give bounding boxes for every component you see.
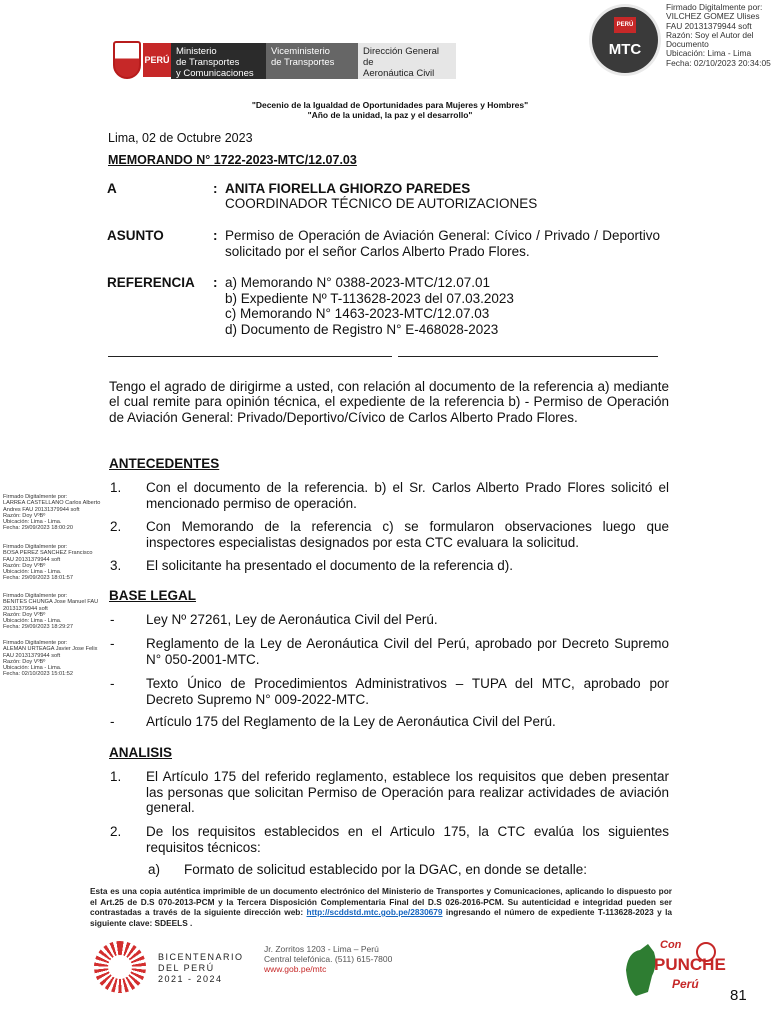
reference-item: d) Documento de Registro N° E-468028-2023 [225,321,499,337]
digital-signature-block: Firmado Digitalmente por: VILCHEZ GOMEZ Ulises FAU 20131379944 soft Razón: Soy el Autor del Documento Ubicación: Lima - Lima Fecha: 02/10/2023 20:34:05 [666,2,771,68]
peru-coat-of-arms-icon [113,41,141,79]
side-signature-block: Firmado Digitalmente por: BOSA PEREZ SANCHEZ Francisco FAU 20131379944 soft Razón: Doy VºBº Ubicación: Lima - Lima. Fecha: 29/09/2023 18:01:57 [3,544,93,582]
footer-web-link[interactable]: www.gob.pe/mtc [264,964,327,974]
side-signature-block: Firmado Digitalmente por: BENITES CHUNGA Jose Manuel FAU 20131379944 soft Razón: Doy VºBº Ubicación: Lima - Lima. Fecha: 29/09/2023 18:29:27 [3,593,99,631]
base-legal-heading: BASE LEGAL [109,588,197,603]
base-legal-item: Texto Único de Procedimientos Administrativos – TUPA del MTC, aprobado por Decreto Supremo N° 009-2022-MTC. [146,676,669,707]
list-marker: 1. [110,769,122,784]
memo-title: MEMORANDO N° 1722-2023-MTC/12.07.03 [108,153,357,167]
recipient-name: ANITA FIORELLA GHIORZO PAREDES [225,181,471,196]
antecedente-item: Con el documento de la referencia. b) el Sr. Carlos Alberto Prado Flores solicitó el mencionado permiso de operación. [146,480,669,511]
footer-address: Jr. Zorritos 1203 - Lima – Perú Central telefónica. (511) 615-7800 www.gob.pe/mtc [264,944,393,974]
memo-date: Lima, 02 de Octubre 2023 [108,131,253,145]
antecedente-item: Con Memorando de la referencia c) se formularon observaciones luego que inspectores especialistas designados por esta CTC evaluara la solicitud. [146,519,669,550]
authenticity-note: Esta es una copia auténtica imprimible de un documento electrónico del Ministerio de Transportes y Comunicaciones, aplicando lo dispuesto por el Art.25 de D.S 070-2013-PCM y la Tercera Disposición Complementaria Final del D.S 026-2016-PCM. Su autenticidad e integridad pueden ser contrastadas a través de la siguiente dirección web: http://scddstd.mtc.gob.pe/2830679 ingresando el número de expediente T-113628-2023 y la siguiente clave: SDEELS . [90,886,672,928]
base-legal-item: Ley Nº 27261, Ley de Aeronáutica Civil del Perú. [146,612,438,627]
analisis-item: De los requisitos establecidos en el Articulo 175, la CTC evalúa los siguientes requisitos técnicos: [146,824,669,855]
analisis-heading: ANALISIS [109,745,173,760]
decenio-heading: "Decenio de la Igualdad de Oportunidades para Mujeres y Hombres" "Año de la unidad, la paz y el desarrollo" [251,100,529,120]
side-signature-block: Firmado Digitalmente por: LARREA CASTELLANO Carlos Alberto Andres FAU 20131379944 soft Razón: Doy VºBº Ubicación: Lima - Lima. Fecha: 29/09/2023 18:00:20 [3,494,101,532]
con-punche-peru-logo [618,930,726,1002]
subject-text: Permiso de Operación de Aviación General: Cívico / Privado / Deportivo solicitado por el señor Carlos Alberto Prado Flores. [225,228,660,259]
list-marker: 2. [110,519,122,534]
list-marker: - [110,612,115,627]
expediente-number: T-113628-2023 [597,907,654,917]
recipient-role: COORDINADOR TÉCNICO DE AUTORIZACIONES [225,196,538,211]
side-signature-block: Firmado Digitalmente por: ALEMAN URTEAGA Javier Jose Felix FAU 20131379944 soft Razón: Doy VºBº Ubicación: Lima - Lima. Fecha: 02/10/2023 15:01:52 [3,640,98,678]
reference-colon: : [213,275,218,290]
ministry-label: Ministerio de Transportes y Comunicaciones [171,43,267,79]
subject-label: ASUNTO [107,228,164,243]
seal-peru-flag: PERÚ [614,17,636,33]
bicentenario-text: BICENTENARIO DEL PERÚ 2021 - 2024 [158,952,244,984]
punche-word: PUNCHE [654,955,726,974]
reference-label: REFERENCIA [107,275,195,290]
divider-left [108,356,392,357]
list-marker: - [110,636,115,651]
mtc-seal-logo [592,7,658,73]
list-marker: - [110,676,115,691]
antecedente-item: El solicitante ha presentado el documento de la referencia d). [146,558,513,573]
direction-label: Dirección General de Aeronáutica Civil [358,43,456,79]
base-legal-item: Artículo 175 del Reglamento de la Ley de Aeronáutica Civil del Perú. [146,714,556,729]
antecedentes-heading: ANTECEDENTES [109,456,220,471]
bicentenario-logo-icon [94,941,146,993]
list-marker: 3. [110,558,122,573]
reference-item: a) Memorando N° 0388-2023-MTC/12.07.01 [225,275,491,290]
reference-item: c) Memorando N° 1463-2023-MTC/12.07.03 [225,306,490,321]
sub-list-marker: a) [148,862,161,877]
list-marker: 2. [110,824,122,839]
viceministry-label: Viceministerio de Transportes [266,43,358,79]
peru-tag: PERÚ [143,43,171,77]
verification-link[interactable]: http://scddstd.mtc.gob.pe/2830679 [306,907,443,917]
list-marker: - [110,714,115,729]
intro-paragraph: Tengo el agrado de dirigirme a usted, con relación al documento de la referencia a) mediante el cual remite para opinión técnica, el expediente de la referencia b) - Permiso de Operación de Aviación General: Privado/Deportivo/Cívico de Carlos Alberto Prado Flores. [109,379,669,425]
divider-right [398,356,658,357]
recipient-label: A [107,181,117,196]
peru-map-shape [626,944,656,996]
base-legal-item: Reglamento de la Ley de Aeronáutica Civil del Perú, aprobado por Decreto Supremo N° 050-2001-MTC. [146,636,669,667]
reference-item: b) Expediente Nº T-113628-2023 del 07.03.2023 [225,290,514,306]
recipient-colon: : [213,181,218,196]
sub-list-item: Formato de solicitud establecido por la DGAC, en donde se detalle: [184,862,587,877]
seal-mtc-text: MTC [608,41,642,58]
analisis-item: El Artículo 175 del referido reglamento, establece los requisitos que deben presentar las personas que solicitan Permiso de Operación para realizar actividades de aviación general. [146,769,669,815]
punche-peru: Perú [672,977,699,991]
punche-con: Con [660,939,682,951]
page-number: 81 [730,987,747,1004]
list-marker: 1. [110,480,122,495]
reference-list [225,275,660,337]
subject-colon: : [213,228,218,243]
